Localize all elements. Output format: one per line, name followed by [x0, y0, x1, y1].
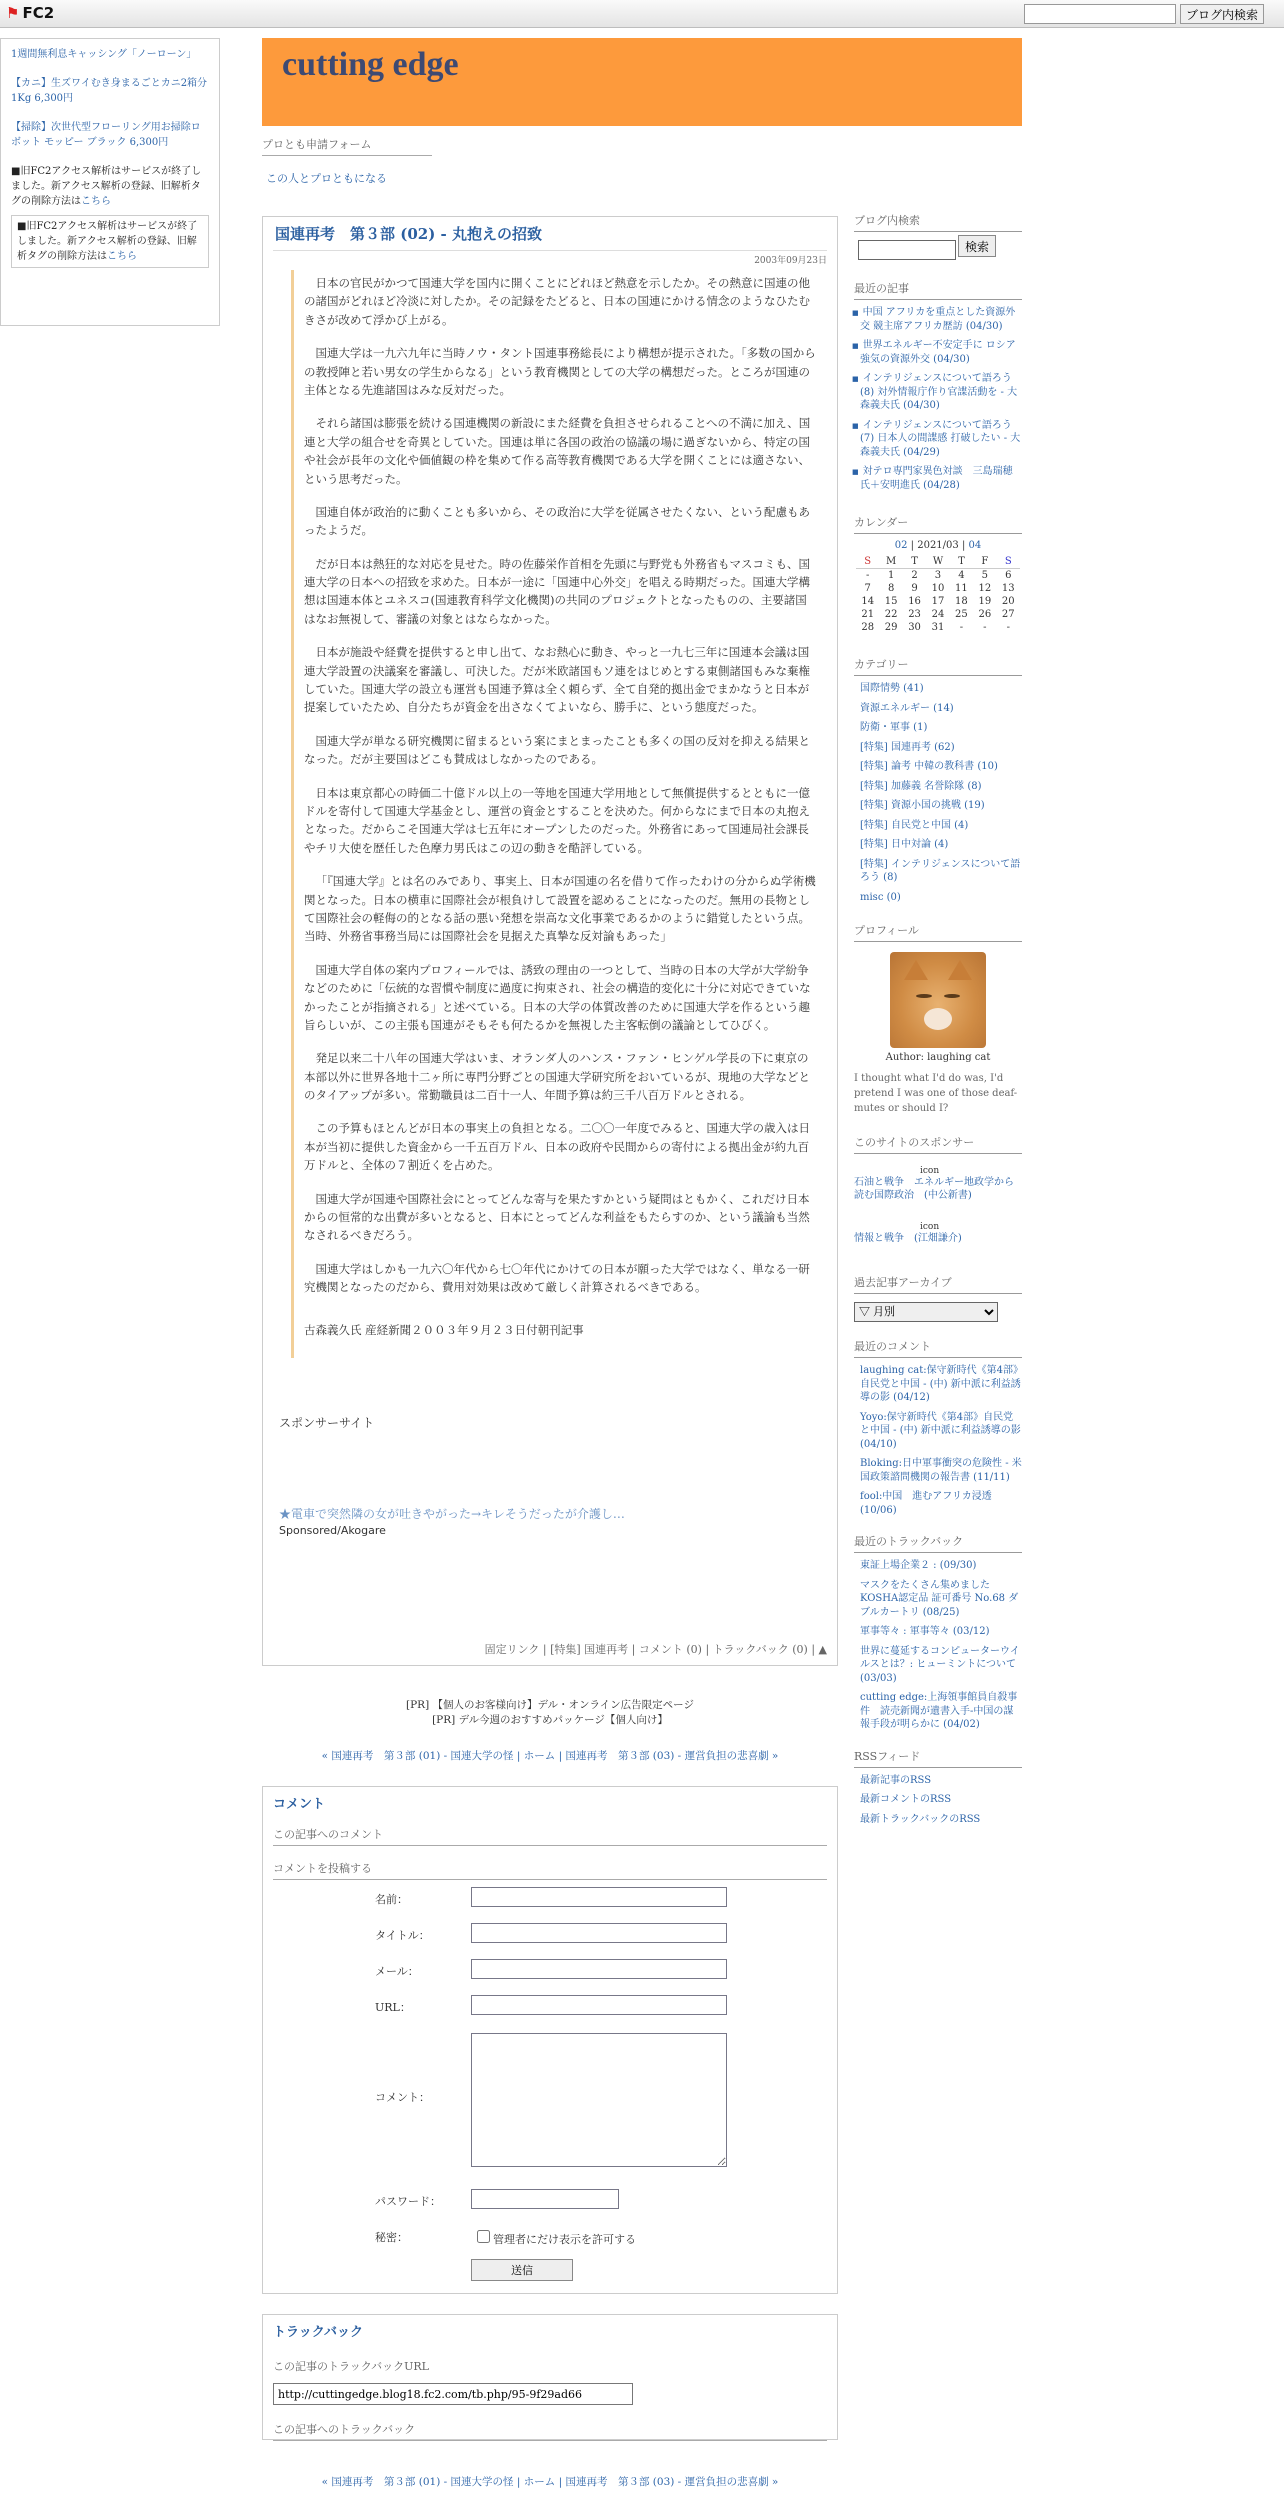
- rss-link[interactable]: 最新記事のRSS: [860, 1774, 932, 1786]
- blog-search-section: [854, 212, 1022, 260]
- blog-search-button[interactable]: 検索: [958, 235, 996, 257]
- pr-line[interactable]: [PR] デル今週のおすすめパッケージ【個人向け】: [432, 1714, 668, 1726]
- calendar-day: 2: [911, 570, 918, 581]
- section-heading: ブログ内検索: [854, 212, 1022, 232]
- recent-entries-section: [854, 280, 1022, 492]
- calendar-day: 17: [931, 596, 945, 607]
- weekday-label: W: [926, 555, 949, 569]
- trackback-url-field[interactable]: [273, 2383, 633, 2405]
- weekday-label: S: [856, 555, 879, 569]
- recent-comment-link[interactable]: laughing cat:保守新時代《第4部》自民党と中国 - (中) 新中派に利益誘導の影 (04/12): [860, 1365, 1021, 1403]
- secret-checkbox-label[interactable]: 管理者にだけ表示を許可する: [473, 2227, 636, 2247]
- entry-paragraph: 日本が施設や経費を提供すると申し出て、なお熱心に動き、やっと一九七三年に国連本会議は国連大学設置の決議案を審議し、可決した。だが米欧諸国もソ連をはじめとする東側諸国もみな棄権していた。国連大学の設立も運営も国連予算は全く頼らず、全て自発的拠出金でまかなうと日本が提案していたため、自分たちが資金を出さなくてよいなら、勝手に、という態度だった。: [304, 645, 810, 715]
- calendar-day: 4: [958, 570, 965, 581]
- calendar-day: 31: [931, 622, 945, 633]
- weekday-label: T: [950, 555, 973, 569]
- recent-trackbacks-section: [854, 1533, 1022, 1732]
- category-link[interactable]: 国際情勢 (41): [860, 683, 924, 694]
- weekday-label: M: [879, 555, 902, 569]
- recent-trackback-link[interactable]: マスクをたくさん集めました KOSHA認定品 証可番号 No.68 ダブルカートリ (08/25): [860, 1579, 1019, 1618]
- blog-title[interactable]: cutting edge: [282, 46, 459, 83]
- promo-heading: プロとも申請フォーム: [262, 136, 432, 156]
- comment-section: [262, 1786, 838, 2294]
- recent-comment-link[interactable]: fool:中国 進むアフリカ浸透 (10/06): [860, 1491, 992, 1516]
- divider: [262, 155, 432, 156]
- comment-label: コメント：: [375, 2091, 430, 2104]
- fc2-search-input[interactable]: [1024, 4, 1176, 24]
- entry-paragraph: 日本は東京都心の時価二十億ドル以上の一等地を国連大学用地として無償提供するとともに一億ドルを寄付して国連大学基金とし、運営の資金とすることを決めた。何からなにまで日本の丸抱えとなった。だからこそ国連大学は七五年にオープンしたのだった。外務省にあって国連局社会課長やチリ大使を歴任した色摩力男氏はこの辺の動きを酷評している。: [304, 785, 810, 855]
- calendar-day: 12: [978, 583, 992, 594]
- entry-date: 2003年09月23日: [754, 256, 827, 266]
- sponsor-source: Sponsored/Akogare: [279, 1523, 386, 1537]
- weekday-label: F: [973, 555, 996, 569]
- calendar-day: 8: [887, 583, 895, 594]
- recent-trackback-link[interactable]: cutting edge:上海領事館員自殺事件 読売新聞が遺書入手-中国の謀報手段が明らかに (04/02): [860, 1692, 1018, 1730]
- category-link[interactable]: misc (0): [860, 891, 901, 903]
- calendar-day: 16: [908, 596, 921, 607]
- calendar-grid: [856, 555, 1020, 634]
- category-link[interactable]: [特集] 国連再考 (62): [860, 741, 955, 753]
- weekday-label: S: [997, 555, 1020, 569]
- calendar-day: -: [959, 622, 964, 633]
- recent-comments-section: [854, 1338, 1022, 1517]
- calendar-day: 28: [861, 622, 875, 633]
- trackback-heading: トラックバック: [273, 2325, 363, 2340]
- calendar-section: [854, 514, 1022, 634]
- archive-section: [854, 1274, 1022, 1322]
- category-link[interactable]: [特集] インテリジェンスについて語ろう (8): [860, 858, 1021, 883]
- category-link[interactable]: [特集] 日中対論 (4): [860, 839, 949, 850]
- calendar-day: 10: [931, 583, 945, 594]
- promo-link[interactable]: この人とプロともになる: [266, 172, 387, 185]
- blog-search-input[interactable]: [858, 240, 956, 260]
- entry-paragraph: 国連大学はしかも一九六〇年代から七〇年代にかけての日本が願った大学ではなく、単なる一研究機関となったのだから、費用対効果は改めて厳しく計算されるべきである。: [304, 1261, 810, 1295]
- left-ad-column: [0, 38, 220, 326]
- entry-paragraph: それら諸国は膨張を続ける国連機関の新設にまた経費を負担させられることへの不満に加え、国連と大学の組合せを奇異としていた。国連は単に各国の政治の協議の場に過ぎないから、特定の国や社会が長年の文化や価値観の枠を集めて作る高等教育機関である大学を開くことには適さない、という思考だった。: [304, 416, 811, 486]
- section-heading: プロフィール: [854, 922, 1022, 942]
- pr-line[interactable]: [PR] 【個人のお客様向け】デル・オンライン広告限定ページ: [406, 1699, 694, 1711]
- calendar-day: 19: [978, 596, 992, 607]
- entry-paragraph: 国連大学が単なる研究機関に留まるという案にまとまったことも多くの国の反対を抑える結果となった。だが主要国はどこも賛成はしなかったのである。: [304, 733, 810, 767]
- blog-banner: [262, 38, 1022, 126]
- category-link[interactable]: [特集] 資源小国の挑戦 (19): [860, 800, 985, 811]
- calendar-day: 13: [1001, 583, 1015, 594]
- calendar-day: 20: [1001, 596, 1015, 607]
- entry-title[interactable]: 国連再考 第３部 (02) - 丸抱えの招致: [273, 221, 827, 251]
- section-heading: 最近のコメント: [854, 1338, 1022, 1358]
- calendar-day: -: [983, 622, 987, 633]
- calendar-day: 29: [884, 622, 898, 633]
- calendar-day: -: [866, 570, 870, 581]
- calendar-day: 9: [911, 583, 918, 594]
- calendar-day: 14: [861, 596, 875, 607]
- comment-textarea[interactable]: [471, 2033, 727, 2167]
- profile-cat-avatar: [890, 952, 986, 1048]
- calendar-header: 02 | 2021/03 | 04: [894, 540, 982, 551]
- category-section: [854, 656, 1022, 904]
- calendar-day: 1: [887, 570, 895, 581]
- comment-list-heading: この記事へのコメント: [273, 1826, 827, 1846]
- entry-navigation[interactable]: « 国連再考 第３部 (01) - 国連大学の怪 | ホーム | 国連再考 第３部 (03) - 運営負担の悲喜劇 »: [321, 1750, 779, 1762]
- secret-checkbox[interactable]: [477, 2230, 490, 2243]
- recent-entry-link[interactable]: ■ 世界エネルギー不安定手に ロシア強気の資源外交 (04/30): [860, 339, 1022, 366]
- access-analytics-notice-box: ■旧FC2アクセス解析はサービスが終了しました。新アクセス解析の登録、旧解析タグの削除方法はこちら: [11, 215, 209, 268]
- category-link[interactable]: [特集] 論考 中韓の教科書 (10): [860, 761, 998, 772]
- entry-paragraph: 国連自体が政治的に動くことも多いから、その政治に大学を従属させたくない、という配慮もあったようだ。: [304, 504, 810, 538]
- archive-select[interactable]: [854, 1302, 998, 1322]
- calendar-next-link[interactable]: 04: [968, 540, 982, 551]
- left-ad-link[interactable]: 【カニ】生ズワイむき身まるごとカニ2箱分1Kg 6,300円: [11, 78, 208, 104]
- rss-section: [854, 1748, 1022, 1827]
- entry-paragraph: 「『国連大学』とは名のみであり、事実上、日本が国連の名を借りて作ったわけの分からぬ学術機関となった。日本の横車に国際社会が根負けして設置を認めることになったのだ。無用の長物として国際社会の軽侮の的となる話の悪い発想を崇高な文化事業であるかのように錯覚したという点。当時、外務省事務当局には国際社会を見据えた真摯な反対論もあった」: [304, 874, 816, 944]
- calendar-day: 6: [1005, 570, 1012, 581]
- entry-paragraph: 国連大学は一九六九年に当時ノウ・タント国連事務総長により構想が提示された。「多数の国からの教授陣と若い男女の学生からなる」という教育機関としての大学の構想だった。ところが国連の主体となる先進諸国はみな反対だった。: [304, 346, 816, 397]
- entry-paragraph: 発足以来二十八年の国連大学はいま、オランダ人のハンス・ファン・ヒンゲル学長の下に東京の本部以外に世界各地十二ヶ所に専門分野ごとの国連大学研究所をおいているが、現地の大学などとのタイアップが多い。常勤職員は二百十一人、年間予算は約三千八百万ドルとされる。: [304, 1051, 810, 1103]
- submit-button[interactable]: 送信: [471, 2259, 573, 2281]
- rss-link[interactable]: 最新コメントのRSS: [860, 1794, 952, 1805]
- section-heading: RSSフィード: [854, 1748, 1022, 1768]
- category-link[interactable]: [特集] 加藤義 名誉除隊 (8): [860, 780, 982, 792]
- category-link[interactable]: [特集] 自民党と中国 (4): [860, 819, 969, 831]
- password-field[interactable]: [471, 2189, 619, 2209]
- weekday-label: T: [903, 555, 926, 569]
- category-link[interactable]: 防衛・軍事 (1): [860, 722, 928, 733]
- sponsor-label: スポンサーサイト: [279, 1415, 375, 1430]
- entry-paragraph: 国連大学が国連や国際社会にとってどんな寄与を果たすかという疑問はともかく、これだけ日本からの恒常的な出費が多いとなると、日本にとってどんな利益をもたらすのか、という議論も当然なされるべきだろう。: [304, 1191, 810, 1243]
- entry-paragraph: 国連大学自体の案内プロフィールでは、誘致の理由の一つとして、当時の日本の大学が大学紛争などのために「伝統的な習慣や制度に過度に拘束され、社会の構造的変化に十分に対応できていなかったことが指摘される」と述べている。日本の大学の体質改善のために国連大学を作るという趣旨らしいが、この主張も国連がそもそも何たるかを無視した主客転倒の議論としてひびく。: [304, 962, 811, 1032]
- entry-source: 古森義久氏 産経新聞２００３年９月２３日付朝刊記事: [304, 1322, 584, 1337]
- mail-label: メール：: [375, 1965, 419, 1978]
- recent-entry-link[interactable]: ■ 中国 アフリカを重点とした資源外交 競主席アフリカ歴訪 (04/30): [860, 306, 1022, 333]
- name-field[interactable]: [471, 1887, 727, 1907]
- calendar-day: 23: [908, 609, 921, 620]
- entry-paragraph: この予算もほとんどが日本の事実上の負担となる。二〇〇一年度でみると、国連大学の歳入は日本が当初に提供した資金から一千五百万ドル、日本の政府や民間からの寄付による拠出金が約九百万ドルと、全体の７割近くを占めた。: [304, 1121, 810, 1173]
- trackback-url-label: この記事のトラックバックURL: [273, 2360, 429, 2373]
- calendar-day: 22: [884, 609, 898, 620]
- recent-entry-link[interactable]: ■ 対テロ専門家異色対談 三島瑞穂氏＋安明進氏 (04/28): [860, 465, 1022, 492]
- calendar-day: 5: [981, 570, 988, 581]
- fc2-search-button[interactable]: ブログ内検索: [1180, 4, 1264, 24]
- trackback-list-heading: この記事へのトラックバック: [273, 2421, 827, 2441]
- fc2-flame-icon: ⚑: [6, 4, 20, 22]
- section-heading: 最近の記事: [854, 280, 1022, 300]
- section-heading: 過去記事アーカイブ: [854, 1274, 1022, 1294]
- sponsor-image-icon[interactable]: icon: [920, 1222, 940, 1232]
- profile-section: [854, 922, 1022, 1116]
- trackback-section: [262, 2314, 838, 2440]
- calendar-day: 21: [861, 609, 875, 620]
- mail-field[interactable]: [471, 1959, 727, 1979]
- recent-entry-link[interactable]: ■ インテリジェンスについて語ろう(8) 対外情報庁作り官諜活動を - 大森義夫氏 (04/30): [860, 372, 1022, 413]
- profile-bio: I thought what I'd do was, I'd pretend I was one of those deaf-mutes or should I?: [854, 1073, 1018, 1114]
- blog-entry: [262, 216, 838, 1666]
- password-label: パスワード：: [375, 2195, 441, 2208]
- url-label: URL：: [375, 2001, 411, 2014]
- section-heading: 最近のトラックバック: [854, 1533, 1022, 1553]
- profile-author: Author: laughing cat: [885, 1052, 991, 1063]
- entry-body: [291, 270, 827, 1358]
- calendar-day: -: [1006, 622, 1010, 633]
- calendar-day: 11: [955, 583, 968, 594]
- category-link[interactable]: 資源エネルギー (14): [860, 702, 954, 714]
- sponsors-section: [854, 1134, 1022, 1258]
- section-heading: このサイトのスポンサー: [854, 1134, 1022, 1154]
- calendar-day: 18: [955, 596, 968, 607]
- recent-trackback-link[interactable]: 軍事等々 : 軍事等々 (03/12): [860, 1626, 990, 1637]
- name-label: 名前：: [375, 1893, 408, 1906]
- entry-footer-links[interactable]: 固定リンク | [特集] 国連再考 | コメント (0) | トラックバック (0) | ▲: [484, 1643, 827, 1656]
- calendar-day: 25: [955, 609, 968, 620]
- entry-paragraph: だが日本は熱狂的な対応を見せた。時の佐藤栄作首相を先頭に与野党も外務省もマスコミも、国連大学の日本への招致を求めた。日本が一途に「国連中心外交」を唱える時期だった。国連大学構想は国連本体とユネスコ(国連教育科学文化機関)の共同のプロジェクトとなったものの、主要諸国はなお無視して、審議の対象とはならなかった。: [304, 556, 810, 626]
- section-heading: カテゴリー: [854, 656, 1022, 676]
- calendar-day: 24: [931, 609, 945, 620]
- title-label: タイトル：: [375, 1929, 430, 1942]
- sponsor-link[interactable]: 情報と戦争 (江畑謙介): [854, 1233, 962, 1244]
- sidebar: [854, 212, 1022, 1832]
- url-field[interactable]: [471, 1995, 727, 2015]
- calendar: [854, 540, 1022, 634]
- notice-link[interactable]: こちら: [107, 251, 137, 262]
- recent-comment-link[interactable]: Bloking:日中軍事衝突の危険性 - 米国政策諮問機関の報告書 (11/11): [860, 1458, 1022, 1483]
- fc2-header-bar: [0, 0, 1284, 28]
- notice-link[interactable]: こちら: [81, 196, 111, 207]
- rss-link[interactable]: 最新トラックバックのRSS: [860, 1813, 981, 1825]
- sponsor-ad-link[interactable]: ★電車で突然隣の女が吐きやがった→キレそうだったが介護し…: [279, 1506, 625, 1521]
- recent-comment-link[interactable]: Yoyo:保守新時代《第4部》自民党と中国 - (中) 新中派に利益誘導の影 (04/10): [860, 1411, 1021, 1450]
- left-ad-link[interactable]: 【掃除】次世代型フローリング用お掃除ロボット モッピー ブラック 6,300円: [11, 122, 201, 148]
- calendar-day: 15: [884, 596, 898, 607]
- calendar-prev-link[interactable]: 02: [894, 540, 908, 551]
- sponsor-link[interactable]: 石油と戦争 エネルギー地政学から読む国際政治 (中公新書): [854, 1177, 1014, 1201]
- comment-heading: コメント: [273, 1797, 326, 1812]
- secret-label: 秘密：: [375, 2231, 408, 2244]
- section-heading: カレンダー: [854, 514, 1022, 534]
- calendar-day: 27: [1001, 609, 1015, 620]
- calendar-day: 26: [978, 609, 992, 620]
- calendar-day: 3: [934, 570, 942, 581]
- fc2-logo[interactable]: ⚑ FC2: [6, 4, 55, 22]
- recent-trackback-link[interactable]: 東証上場企業２ : (09/30): [860, 1560, 977, 1571]
- entry-navigation-bottom[interactable]: « 国連再考 第３部 (01) - 国連大学の怪 | ホーム | 国連再考 第３部 (03) - 運営負担の悲喜劇 »: [321, 2476, 779, 2488]
- sponsor-image-icon[interactable]: icon: [920, 1166, 940, 1176]
- entry-paragraph: 日本の官民がかつて国連大学を国内に開くことにどれほど熱意を示したか。その熱意に国連の他の諸国がどれほど冷淡に対したか。その記録をたどると、日本の国連にかける情念のようなひたむきさが改めて浮かび上がる。: [304, 276, 810, 327]
- calendar-day: 7: [864, 583, 871, 594]
- left-ad-link[interactable]: 1週間無利息キャッシング「ノーローン」: [11, 49, 197, 60]
- calendar-day: 30: [908, 622, 921, 633]
- comment-post-heading: コメントを投稿する: [273, 1860, 827, 1880]
- access-analytics-notice: ■旧FC2アクセス解析はサービスが終了しました。新アクセス解析の登録、旧解析タグの削除方法はこちら: [11, 166, 202, 207]
- title-field[interactable]: [471, 1923, 727, 1943]
- recent-trackback-link[interactable]: 世界に蔓延するコンピューターウイルスとは？: ヒューミントについて (03/03): [860, 1645, 1020, 1684]
- recent-entry-link[interactable]: ■ インテリジェンスについて語ろう(7) 日本人の間諜感 打破したい - 大森義夫氏 (04/29): [860, 419, 1022, 460]
